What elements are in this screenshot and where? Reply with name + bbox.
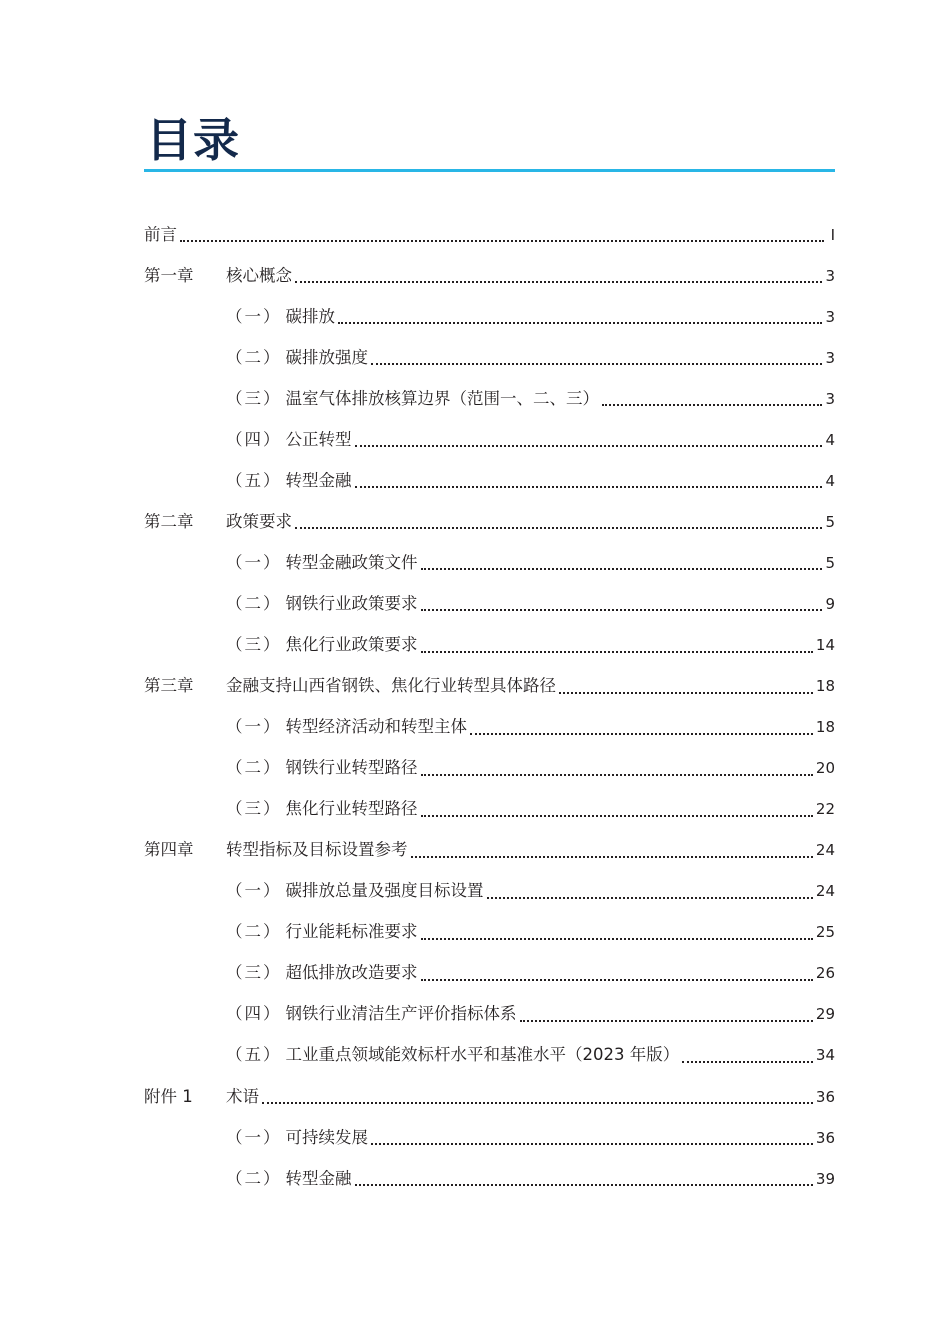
toc-page-number: 3 [825, 389, 835, 408]
toc-entry-chapter-1[interactable] [144, 255, 835, 296]
dot-leader [602, 403, 822, 406]
toc-entry-text: 焦化行业转型路径 [285, 799, 418, 819]
toc-section-number: （三） [226, 634, 282, 654]
toc-entry-chapter-4[interactable] [144, 830, 835, 871]
toc-entry-text: 术语 [226, 1086, 259, 1106]
toc-entry-text: 行业能耗标准要求 [285, 922, 418, 942]
dot-leader [487, 896, 813, 899]
toc-page-number: 39 [815, 1169, 835, 1188]
toc-chapter-label: 附件 1 [144, 1086, 193, 1106]
dot-leader [421, 650, 813, 653]
dot-leader [295, 526, 822, 529]
toc-entry-text: 工业重点领域能效标杆水平和基准水平（2023 年版） [285, 1045, 680, 1065]
toc-section-number: （一） [226, 552, 282, 572]
title-underline [144, 169, 835, 172]
toc-entry-section[interactable] [144, 378, 835, 419]
toc-entry-section[interactable] [144, 1158, 835, 1199]
toc-page-number: 24 [815, 841, 835, 860]
toc-entry-section[interactable] [144, 912, 835, 953]
toc-entry-text: 转型经济活动和转型主体 [285, 717, 467, 737]
toc-entry-section[interactable] [144, 1035, 835, 1076]
toc-entry-section[interactable] [144, 419, 835, 460]
dot-leader [421, 937, 813, 940]
toc-entry-text: 政策要求 [226, 511, 292, 531]
toc-entry-appendix-1[interactable] [144, 1076, 835, 1117]
toc-page-number: 29 [815, 1005, 835, 1024]
toc-section-number: （一） [226, 881, 282, 901]
toc-entry-chapter-2[interactable] [144, 501, 835, 542]
toc-entry-text: 超低排放改造要求 [285, 963, 418, 983]
toc-page-number: 26 [815, 964, 835, 983]
dot-leader [411, 855, 813, 858]
toc-entry-section[interactable] [144, 337, 835, 378]
toc-entry-section[interactable] [144, 624, 835, 665]
toc-page-number: 22 [815, 800, 835, 819]
toc-section-number: （一） [226, 717, 282, 737]
toc-page-number: I [830, 225, 835, 244]
toc-entry-text: 转型金融政策文件 [285, 552, 418, 572]
toc-entry-section[interactable] [144, 542, 835, 583]
toc-entry-preface[interactable] [144, 214, 835, 255]
toc-page-number: 24 [815, 882, 835, 901]
toc-page-number: 18 [815, 677, 835, 696]
toc-entry-text: 焦化行业政策要求 [285, 634, 418, 654]
dot-leader [355, 1183, 813, 1186]
toc-entry-text: 转型指标及目标设置参考 [226, 840, 408, 860]
toc-entry-text: 转型金融 [285, 470, 352, 490]
dot-leader [520, 1019, 813, 1022]
toc-entry-section[interactable] [144, 994, 835, 1035]
toc-page-number: 36 [815, 1087, 835, 1106]
toc-entry-text: 钢铁行业清洁生产评价指标体系 [285, 1004, 517, 1024]
toc-entry-section[interactable] [144, 707, 835, 748]
toc-entry-section[interactable] [144, 1117, 835, 1158]
dot-leader [295, 280, 822, 283]
toc-page-number: 34 [815, 1046, 835, 1065]
dot-leader [682, 1060, 813, 1063]
toc-entry-text: 碳排放强度 [285, 347, 368, 367]
toc-entry-text: 前言 [144, 224, 177, 244]
toc-chapter-label: 第四章 [144, 840, 194, 860]
dot-leader [421, 567, 823, 570]
toc-chapter-label: 第一章 [144, 265, 194, 285]
dot-leader [355, 444, 823, 447]
toc-entry-section[interactable] [144, 460, 835, 501]
toc-chapter-label: 第二章 [144, 511, 194, 531]
toc-section-number: （二） [226, 758, 282, 778]
toc-page-number: 4 [825, 471, 835, 490]
page-title: 目录 [146, 113, 240, 167]
toc-page-number: 20 [815, 759, 835, 778]
toc-entry-text: 转型金融 [285, 1168, 352, 1188]
toc-entry-text: 核心概念 [226, 265, 292, 285]
dot-leader [421, 814, 813, 817]
toc-page-number: 3 [825, 307, 835, 326]
toc-section-number: （二） [226, 593, 282, 613]
toc-page-number: 14 [815, 635, 835, 654]
dot-leader [559, 691, 813, 694]
toc-page-number: 9 [825, 594, 835, 613]
toc-entry-section[interactable] [144, 296, 835, 337]
toc-entry-text: 可持续发展 [285, 1127, 368, 1147]
toc-entry-section[interactable] [144, 789, 835, 830]
toc-section-number: （一） [226, 1127, 282, 1147]
toc-page-number: 4 [825, 430, 835, 449]
toc-section-number: （二） [226, 347, 282, 367]
toc-page-number: 18 [815, 718, 835, 737]
toc-entry-text: 金融支持山西省钢铁、焦化行业转型具体路径 [226, 676, 556, 696]
toc-entry-text: 公正转型 [285, 429, 352, 449]
toc-page-number: 3 [825, 348, 835, 367]
toc-section-number: （四） [226, 1004, 282, 1024]
toc-entry-section[interactable] [144, 748, 835, 789]
toc-page-number: 5 [825, 512, 835, 531]
toc-section-number: （三） [226, 388, 282, 408]
toc-page-number: 36 [815, 1128, 835, 1147]
dot-leader [338, 321, 822, 324]
dot-leader [180, 239, 824, 242]
toc-section-number: （四） [226, 429, 282, 449]
toc-page-number: 25 [815, 923, 835, 942]
dot-leader [262, 1101, 813, 1104]
toc-entry-section[interactable] [144, 583, 835, 624]
toc-entry-text: 钢铁行业政策要求 [285, 593, 418, 613]
toc-section-number: （二） [226, 1168, 282, 1188]
dot-leader [371, 362, 822, 365]
toc-chapter-label: 第三章 [144, 676, 194, 696]
toc-section-number: （五） [226, 1045, 282, 1065]
toc-section-number: （三） [226, 963, 282, 983]
toc-entry-text: 温室气体排放核算边界（范围一、二、三） [285, 388, 599, 408]
toc-entry-text: 碳排放 [285, 306, 335, 326]
toc-entry-text: 碳排放总量及强度目标设置 [285, 881, 484, 901]
toc-section-number: （一） [226, 306, 282, 326]
dot-leader [355, 485, 823, 488]
toc-entry-chapter-3[interactable] [144, 666, 835, 707]
dot-leader [371, 1142, 813, 1145]
toc-section-number: （二） [226, 922, 282, 942]
toc-page-number: 3 [825, 266, 835, 285]
toc-page-number: 5 [825, 553, 835, 572]
toc-section-number: （三） [226, 799, 282, 819]
toc-entry-section[interactable] [144, 953, 835, 994]
dot-leader [421, 773, 813, 776]
toc-entry-section[interactable] [144, 871, 835, 912]
table-of-contents [144, 214, 835, 1199]
toc-entry-text: 钢铁行业转型路径 [285, 758, 418, 778]
dot-leader [470, 732, 813, 735]
toc-section-number: （五） [226, 470, 282, 490]
dot-leader [421, 978, 813, 981]
dot-leader [421, 608, 823, 611]
